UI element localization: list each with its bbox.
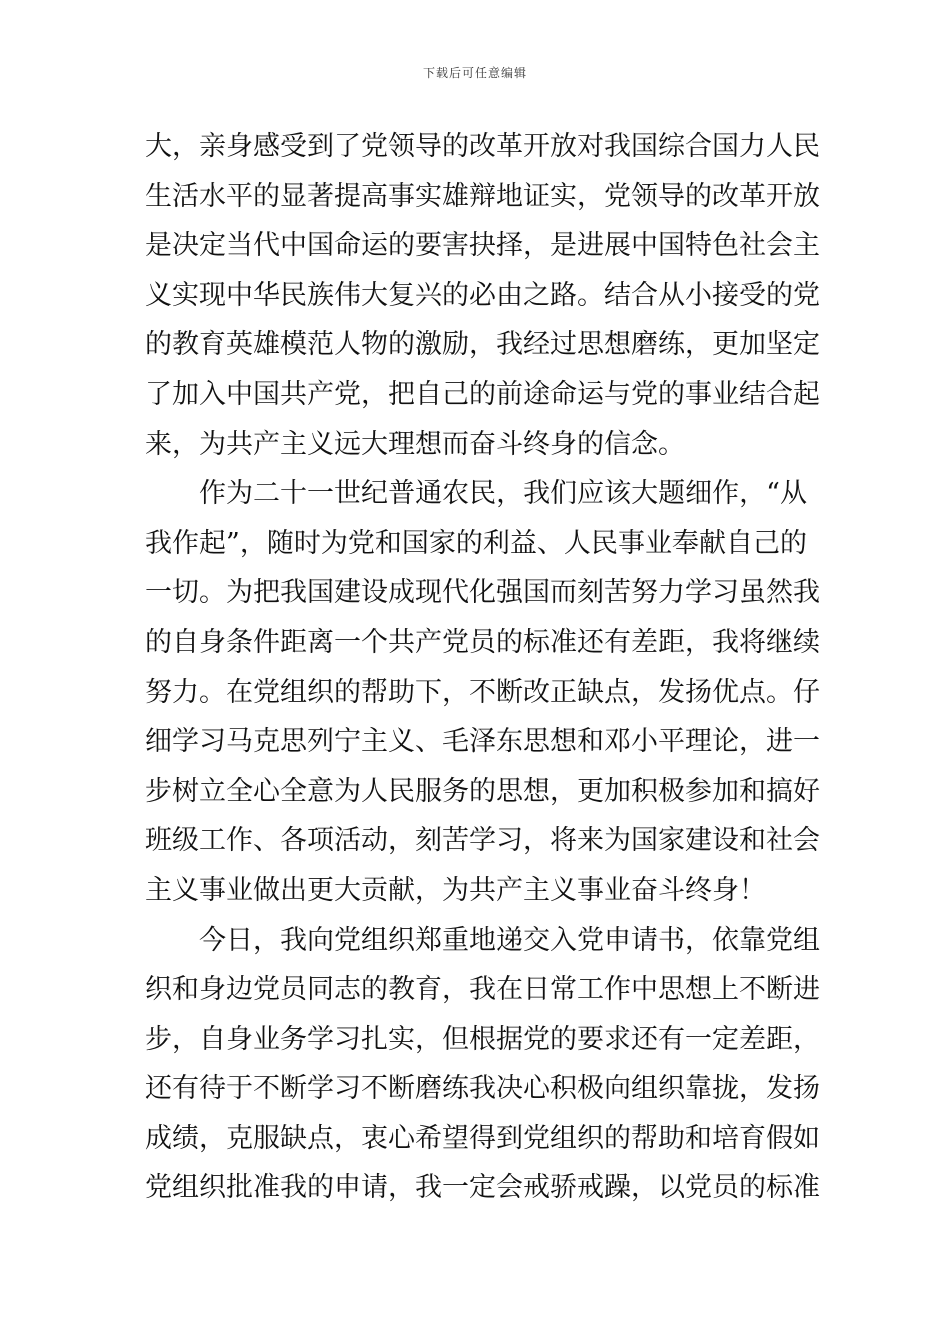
text-line: 还有待于不断学习不断磨练我决心积极向组织靠拢，发扬 bbox=[145, 1073, 820, 1105]
document-body bbox=[145, 122, 820, 1213]
text-line: 我作起”，随时为党和国家的利益、人民事业奉献自己的 bbox=[145, 527, 807, 559]
text-line: 织和身边党员同志的教育，我在日常工作中思想上不断进 bbox=[145, 974, 820, 1006]
text-line: 的自身条件距离一个共产党员的标准还有差距，我将继续 bbox=[145, 626, 820, 658]
text-line: 了加入中国共产党，把自己的前途命运与党的事业结合起 bbox=[145, 378, 820, 410]
text-line: 今日，我向党组织郑重地递交入党申请书，依靠党组 bbox=[145, 924, 820, 956]
text-line: 来，为共产主义远大理想而奋斗终身的信念。 bbox=[145, 428, 685, 460]
text-line: 成绩，克服缺点，衷心希望得到党组织的帮助和培育假如 bbox=[145, 1122, 820, 1154]
text-line: 班级工作、各项活动，刻苦学习，将来为国家建设和社会 bbox=[145, 825, 820, 857]
text-line: 步，自身业务学习扎实，但根据党的要求还有一定差距， bbox=[145, 1023, 820, 1055]
text-line: 步树立全心全意为人民服务的思想，更加积极参加和搞好 bbox=[145, 775, 820, 807]
text-line: 作为二十一世纪普通农民，我们应该大题细作，“从 bbox=[145, 478, 807, 510]
text-line: 是决定当代中国命运的要害抉择，是进展中国特色社会主 bbox=[145, 230, 820, 262]
text-line: 义实现中华民族伟大复兴的必由之路。结合从小接受的党 bbox=[145, 279, 820, 311]
header-note: 下载后可任意编辑 bbox=[422, 66, 527, 80]
text-line: 生活水平的显著提高事实雄辩地证实，党领导的改革开放 bbox=[145, 180, 820, 212]
text-line: 细学习马克思列宁主义、毛泽东思想和邓小平理论，进一 bbox=[145, 726, 820, 758]
text-line: 主义事业做出更大贡献，为共产主义事业奋斗终身！ bbox=[145, 874, 766, 906]
text-line: 努力。在党组织的帮助下，不断改正缺点，发扬优点。仔 bbox=[145, 676, 820, 708]
paragraph-3 bbox=[145, 916, 820, 1214]
text-line: 一切。为把我国建设成现代化强国而刻苦努力学习虽然我 bbox=[145, 577, 820, 609]
paragraph-2 bbox=[145, 469, 820, 915]
text-line: 的教育英雄模范人物的激励，我经过思想磨练，更加坚定 bbox=[145, 329, 820, 361]
paragraph-1 bbox=[145, 122, 820, 469]
text-line: 党组织批准我的申请，我一定会戒骄戒躁，以党员的标准 bbox=[145, 1172, 820, 1204]
text-line: 大，亲身感受到了党领导的改革开放对我国综合国力人民 bbox=[145, 131, 820, 162]
